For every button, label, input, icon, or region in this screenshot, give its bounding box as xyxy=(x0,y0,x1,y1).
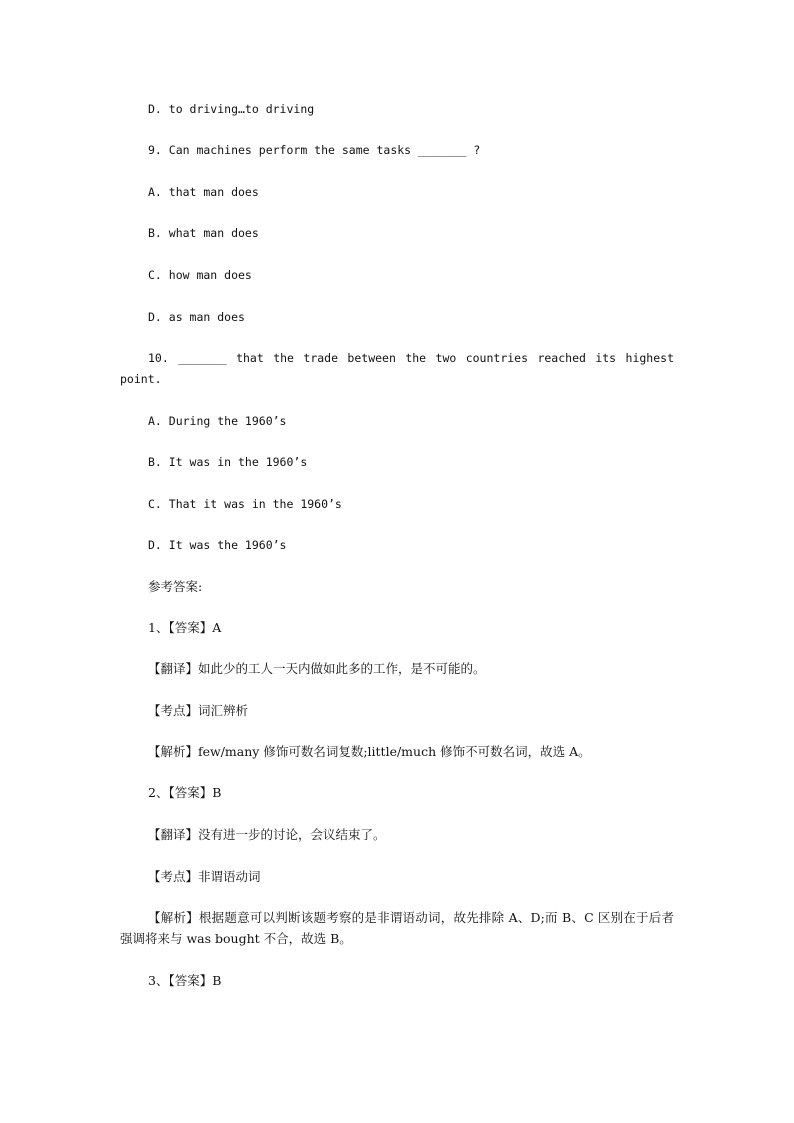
answer-2-point: 【考点】非谓语动词 xyxy=(148,869,261,884)
q8-option-d: D. to driving…to driving xyxy=(148,102,315,116)
q9-option-a: A. that man does xyxy=(148,185,259,199)
q9-option-b: B. what man does xyxy=(148,226,259,240)
answer-1-analysis: 【解析】few/many 修饰可数名词复数;little/much 修饰不可数名词，故选 A。 xyxy=(148,744,591,759)
answer-1-translation: 【翻译】如此少的工人一天内做如此多的工作，是不可能的。 xyxy=(148,661,486,676)
answer-2-analysis xyxy=(120,907,674,949)
answer-2-translation: 【翻译】没有进一步的讨论，会议结束了。 xyxy=(148,827,386,842)
q10-option-b: B. It was in the 1960’s xyxy=(148,455,308,469)
answer-2-analysis-text: 【解析】根据题意可以判断该题考察的是非谓语动词，故先排除 A、D;而 B、C 区别在于后者强调将来与 was bought 不合，故选 B。 xyxy=(120,910,674,946)
q10-option-d: D. It was the 1960’s xyxy=(148,538,287,552)
q10-option-c: C. That it was in the 1960’s xyxy=(148,497,342,511)
answer-1: 1、【答案】A xyxy=(148,620,222,635)
q9-option-d: D. as man does xyxy=(148,310,245,324)
q9-option-c: C. how man does xyxy=(148,268,252,282)
q9-stem: 9. Can machines perform the same tasks _______ ? xyxy=(148,143,481,157)
answers-heading: 参考答案: xyxy=(148,579,203,594)
answer-2: 2、【答案】B xyxy=(148,785,222,800)
q10-stem xyxy=(120,348,674,390)
q10-stem-text: 10. _______ that the trade between the two countries reached its highest point. xyxy=(120,351,674,386)
answer-3: 3、【答案】B xyxy=(148,973,222,988)
answer-1-point: 【考点】词汇辨析 xyxy=(148,703,249,718)
q10-option-a: A. During the 1960’s xyxy=(148,414,287,428)
